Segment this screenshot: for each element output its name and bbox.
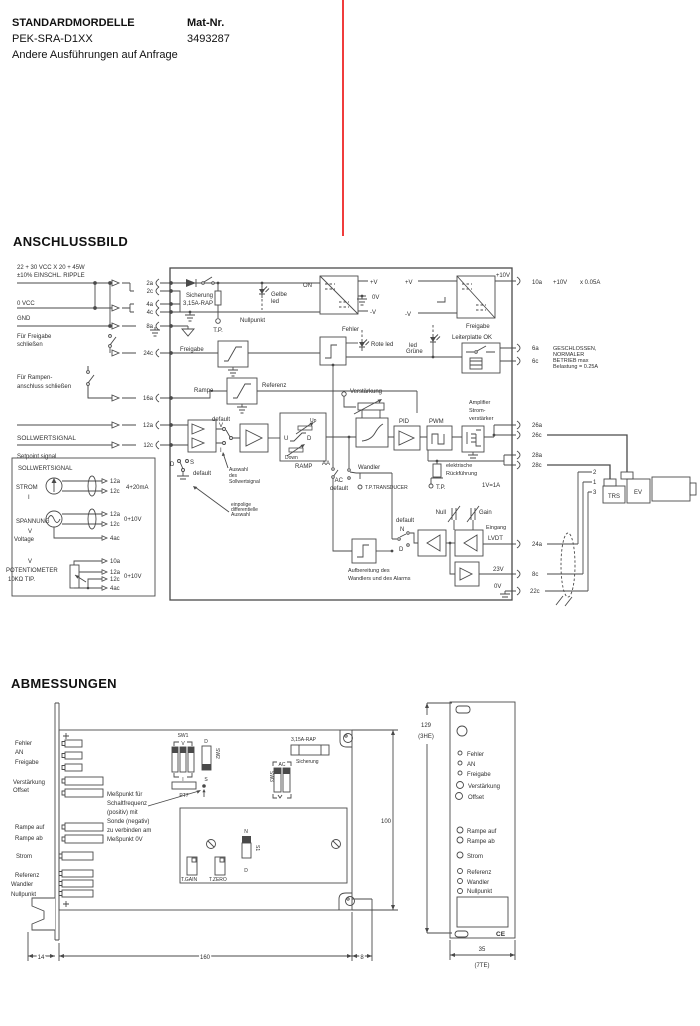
freigabe-input-label: Freigabe: [180, 347, 204, 353]
pin-label-12a: 12a: [142, 423, 153, 429]
side-label-fehler: Fehler: [15, 741, 33, 747]
pin-label-24c: 24c: [143, 351, 153, 357]
sw2-label: SW2: [214, 748, 220, 759]
side-label-offset: Offset: [13, 788, 29, 794]
side-label-referenz: Referenz: [15, 873, 40, 879]
voltage-label: Voltage: [14, 537, 35, 543]
ramp-d-label: D: [307, 436, 312, 442]
dim-129: 129: [420, 723, 432, 729]
switch-d2-label: D: [399, 547, 404, 553]
sw3-ac-label: AC: [278, 762, 286, 768]
left-labels: [17, 265, 85, 460]
plus10v-label: +10V: [495, 273, 510, 279]
pin-10a-current: x 0.05A: [580, 280, 601, 286]
geschlossen-label-3: BETRIEB max: [553, 358, 589, 364]
ce-mark: CE: [496, 931, 506, 938]
conv2-plus-v: +V: [405, 280, 413, 286]
elektrische-label-2: Rückführung: [446, 471, 478, 477]
sollwert-box-title: SOLLWERTSIGNAL: [18, 466, 73, 472]
strom-pin-12c: 12c: [110, 489, 120, 495]
vcc0-label: 0 VCC: [17, 301, 35, 307]
sollwertsignal-box: [6, 458, 155, 596]
anschlussbild-diagram: [0, 255, 700, 623]
mat-nr-label: Mat-Nr.: [187, 17, 225, 29]
side-label-wandler: Wandler: [11, 882, 34, 888]
pot-label: POTENTIOMETER: [6, 568, 58, 574]
side-label-an: AN: [15, 750, 24, 756]
ev-label: EV: [633, 490, 643, 496]
gruene-led-label-2: Grüne: [406, 349, 423, 355]
wire-3-label: 3: [593, 490, 597, 496]
pot-range: 0+10V: [124, 574, 142, 580]
supply-label-1: 22 + 30 VCC X 20 + 45W: [17, 265, 85, 271]
conv2-minus-v: -V: [405, 312, 411, 318]
panel-label-verstaerkung: Verstärkung: [468, 784, 501, 790]
spannung-pin-12a: 12a: [110, 512, 121, 518]
front-panel-view: [450, 702, 515, 938]
model-number: PEK-SRA-D1XX: [12, 33, 93, 45]
sw1-label: SW1: [177, 733, 189, 739]
dimension-lines: [28, 703, 515, 969]
pin-label-10a: 10a: [532, 280, 543, 286]
dim-160: 160: [199, 955, 211, 961]
lvdt-label: LVDT: [488, 536, 503, 542]
pot-pin-12c: 12c: [110, 577, 120, 583]
auswahl-label-3: Sollwertsignal: [229, 479, 260, 485]
zero-v-label: 0V: [372, 295, 380, 301]
pin-label-16a: 16a: [142, 396, 153, 402]
dim-100: 100: [380, 819, 392, 825]
geschlossen-label-2: NORMALER: [553, 352, 585, 358]
panel-label-strom: Strom: [467, 854, 484, 860]
sicherung-label-1: Sicherung: [185, 293, 213, 299]
on-label: ON: [303, 283, 312, 289]
gelbe-led-label-2: led: [271, 299, 280, 305]
note-text: Andere Ausführungen auf Anfrage: [12, 49, 178, 61]
s1-d-label: D: [244, 868, 248, 874]
fuse-name-label: Sicherung: [296, 759, 319, 765]
dim-14: 14: [37, 955, 45, 961]
section-anschlussbild: ANSCHLUSSBILD: [13, 234, 129, 249]
messpunkt-note-4: Sonde (negativ): [107, 819, 150, 825]
spannung-range: 0+10V: [124, 517, 142, 523]
wandler-label: Wandler: [358, 465, 381, 471]
pin-label-28c: 28c: [532, 463, 542, 469]
right-pins: [512, 277, 600, 595]
minus-v-label: -V: [370, 310, 376, 316]
panel-label-an: AN: [467, 762, 476, 768]
panel-label-rampe-auf: Rampe auf: [467, 829, 497, 835]
board-components: [172, 730, 372, 910]
switch-i-label: I: [220, 448, 222, 454]
dim-8: 8: [360, 955, 364, 961]
tp-label: T.P.: [213, 328, 223, 334]
einpolige-label-2: differentielle: [231, 507, 258, 513]
dim-7te: (7TE): [474, 963, 490, 969]
spannung-symbol: V: [28, 529, 33, 535]
tgain-label: T.GAIN: [181, 877, 198, 883]
pin-label-22c: 22c: [530, 589, 540, 595]
gelbe-led-label-1: Gelbe: [271, 292, 288, 298]
messpunkt-note-3: (positiv) mit: [107, 810, 138, 816]
panel-label-fehler: Fehler: [467, 752, 485, 758]
pin-label-6a: 6a: [532, 346, 539, 352]
null-label: Null: [435, 510, 446, 516]
pin-label-2c: 2c: [146, 289, 153, 295]
referenz-label: Referenz: [262, 383, 287, 389]
messpunkt-note-1: Meßpunkt für: [107, 792, 143, 798]
s1-label: S1: [254, 845, 260, 852]
nullpunkt-label: Nullpunkt: [240, 318, 266, 324]
page-title: STANDARDMORDELLE: [12, 17, 135, 29]
spannung-label: SPANNUNG: [16, 519, 50, 525]
ramp-u-label: U: [284, 436, 289, 442]
sicherung-label-2: 3,15A-RAP: [182, 301, 213, 307]
panel-label-rampe-ab: Rampe ab: [467, 839, 495, 845]
pot-pin-12a: 12a: [110, 570, 121, 576]
dim-3he: (3HE): [418, 734, 434, 740]
freigabe-note-2: schließen: [17, 342, 43, 348]
strom-label: STROM: [16, 485, 38, 491]
default-nd-label: default: [396, 518, 415, 524]
amplifier-label-1: Amplifier: [469, 400, 491, 406]
sw2-s-label: S: [204, 777, 208, 783]
plus-v-label: +V: [370, 280, 378, 286]
fuse-value-label: 3,15A-RAP: [291, 737, 317, 743]
sollwert-label: SOLLWERTSIGNAL: [17, 435, 76, 442]
pot-symbol: V: [28, 559, 33, 565]
valve-connector: [545, 435, 696, 606]
strom-pin-12a: 12a: [110, 479, 121, 485]
pin-label-24a: 24a: [532, 542, 543, 548]
side-label-freigabe: Freigabe: [15, 760, 39, 766]
tp-transducer-label: T.P.TRANSDUCER: [365, 485, 408, 491]
fault-relay-section: [320, 324, 512, 373]
sw3-label: SW3: [268, 771, 274, 782]
rampe-input-label: Rampe: [194, 388, 214, 394]
auswahl-label-1: Auswahl: [229, 467, 248, 473]
supply-label-2: ±10% EINSCHL. RIPPLE: [17, 273, 85, 279]
trs-label: TRS: [608, 494, 620, 500]
fehler-label: Fehler: [342, 327, 360, 333]
side-label-rampe-auf: Rampe auf: [15, 825, 45, 831]
red-divider: [342, 0, 344, 236]
switch-v-label: V: [219, 423, 224, 429]
gruene-led-label-1: led: [409, 343, 418, 349]
ramp-box-label: RAMP: [295, 464, 313, 470]
sw1-i-label: I: [182, 777, 184, 783]
pin-10a-voltage: +10V: [553, 280, 568, 286]
messpunkt-note-6: Meßpunkt 0V: [107, 837, 143, 843]
default-ac-label: default: [329, 486, 348, 492]
abmessungen-drawing: [0, 696, 700, 1026]
ratio-label: 1V=1A: [482, 483, 501, 489]
panel-label-freigabe: Freigabe: [467, 772, 491, 778]
pin-label-12c: 12c: [143, 443, 153, 449]
mat-nr-value: 3493287: [187, 33, 230, 45]
pot-pin-10a: 10a: [110, 559, 121, 565]
pid-label: PID: [399, 419, 410, 425]
left-pin-labels: [143, 281, 154, 449]
ramp-up-label: Up: [310, 418, 317, 424]
tzero-label: T.ZERO: [209, 877, 227, 883]
strom-range: 4+20mA: [126, 485, 149, 491]
elektrische-label-1: elektrische: [446, 463, 473, 469]
default-vi-label: default: [212, 417, 231, 423]
side-label-nullpunkt: Nullpunkt: [11, 892, 37, 898]
side-label-verstaerkung: Verstärkung: [13, 780, 46, 786]
sw2-d-label: D: [204, 739, 208, 745]
sw1-v-label: V: [181, 741, 185, 747]
23v-label: 23V: [493, 567, 504, 573]
verstaerkung-label: Verstärkung: [350, 389, 383, 395]
einpolige-label-1: einpolige: [231, 502, 252, 508]
aa-label: AA: [322, 461, 331, 467]
pin-label-26a: 26a: [532, 423, 543, 429]
ac-label: AC: [334, 478, 343, 484]
pot-tip-label: 10KΩ TIP.: [8, 577, 36, 583]
amplifier-label-2: Strom-: [469, 408, 486, 414]
s1-n-label: N: [244, 829, 248, 835]
section-abmessungen: ABMESSUNGEN: [11, 676, 117, 691]
amplifier-label-3: verstärker: [469, 416, 494, 422]
default-ds-label: default: [193, 471, 212, 477]
auswahl-label-2: des: [229, 473, 238, 479]
ramp-down-label: Down: [285, 455, 298, 461]
freigabe-note-1: Für Freigabe: [17, 334, 52, 340]
pin-label-8a: 8a: [146, 324, 153, 330]
panel-label-wandler: Wandler: [467, 880, 490, 886]
0v-label: 0V: [494, 584, 502, 590]
rote-led-label: Rote led: [371, 342, 394, 348]
geschlossen-label-4: Belastung = 0.25A: [553, 364, 599, 370]
side-labels: [11, 741, 201, 898]
side-label-rampe-ab: Rampe ab: [15, 836, 43, 842]
pin-label-8c: 8c: [532, 572, 539, 578]
messpunkt-note-2: Schaltfrequenz: [107, 801, 148, 807]
eingang-label: Eingang: [486, 525, 507, 531]
pin-label-4a: 4a: [146, 302, 153, 308]
panel-label-offset: Offset: [468, 795, 484, 801]
setpoint-label: Setpoint signal: [17, 454, 57, 460]
pot-pin-4ac: 4ac: [110, 586, 120, 592]
pin-label-28a: 28a: [532, 453, 543, 459]
wire-2-label: 2: [593, 470, 597, 476]
aufbereitung-label-1: Aufbereitung des: [348, 568, 390, 574]
pin-label-26c: 26c: [532, 433, 542, 439]
rampen-note-2: anschluss schließen: [17, 384, 72, 390]
pt7-label: PT7: [179, 793, 189, 799]
pin-label-6c: 6c: [532, 359, 539, 365]
einpolige-label-3: Auswahl: [231, 512, 250, 518]
freigabe-relay-label: Freigabe: [466, 324, 490, 330]
pin-label-4c: 4c: [146, 310, 153, 316]
spannung-pin-4ac: 4ac: [110, 536, 120, 542]
aufbereitung-label-2: Wandlers und des Alarms: [348, 576, 411, 582]
panel-label-nullpunkt: Nullpunkt: [467, 889, 493, 895]
leiterplatte-label: Leiterplatte OK: [452, 335, 493, 341]
panel-label-referenz: Referenz: [467, 870, 492, 876]
enable-ramp-section: [171, 341, 417, 413]
wire-1-label: 1: [593, 480, 597, 486]
side-label-strom: Strom: [16, 854, 33, 860]
pwm-label: PWM: [429, 419, 444, 425]
pin-label-2a: 2a: [146, 281, 153, 287]
spannung-pin-12c: 12c: [110, 522, 120, 528]
tp-feedback-label: T.P.: [436, 485, 446, 491]
switch-n-label: N: [400, 527, 405, 533]
rampen-note-1: Für Rampen-: [17, 375, 53, 381]
strom-symbol: I: [28, 495, 30, 501]
geschlossen-label-1: GESCHLOSSEN,: [553, 346, 597, 352]
gain-pwm-section: [342, 389, 512, 491]
messpunkt-note-5: zu verbinden am: [107, 828, 152, 834]
gain-label: Gain: [479, 510, 492, 516]
switch-d-label: D: [170, 462, 175, 468]
gnd-label: GND: [17, 316, 31, 322]
switch-s-label: S: [190, 460, 195, 466]
dim-35: 35: [478, 947, 486, 953]
